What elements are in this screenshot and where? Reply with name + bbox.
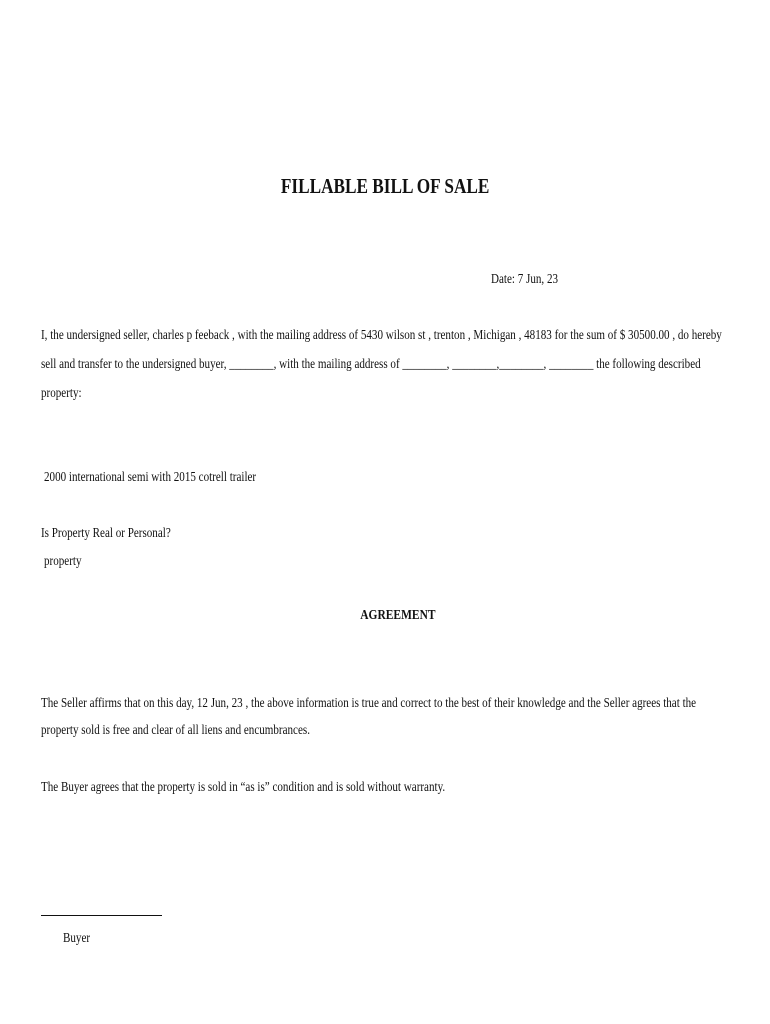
buyer-signature-label: Buyer [63,930,91,945]
buyer-signature-line [41,915,162,916]
agreement-heading [0,609,770,623]
date-line: Date: 7 Jun, 23 [491,271,559,286]
document-title [0,176,770,197]
intro-line-1: I, the undersigned seller, charles p feeback , with the mailing address of 5430 wilson st , trenton , Michigan , 48183 for the sum of $ 30500.00 , do hereby [41,327,722,342]
buyer-agreement: The Buyer agrees that the property is sold in “as is” condition and is sold without warranty. [41,779,446,794]
property-description: 2000 international semi with 2015 cotrell trailer [44,469,257,484]
agreement-heading-text: AGREEMENT [360,608,436,623]
intro-line-2: sell and transfer to the undersigned buyer, ________, with the mailing address of ________, ________,________, ________ the following described [41,356,701,371]
seller-affirmation-line-1: The Seller affirms that on this day, 12 Jun, 23 , the above information is true and correct to the best of their knowledge and the Seller agrees that the [41,695,697,710]
seller-affirmation-line-2: property sold is free and clear of all liens and encumbrances. [41,722,310,737]
document-title-text: FILLABLE BILL OF SALE [280,174,490,198]
property-type-answer: property [44,553,82,568]
property-type-question: Is Property Real or Personal? [41,525,171,540]
intro-line-3: property: [41,385,82,400]
